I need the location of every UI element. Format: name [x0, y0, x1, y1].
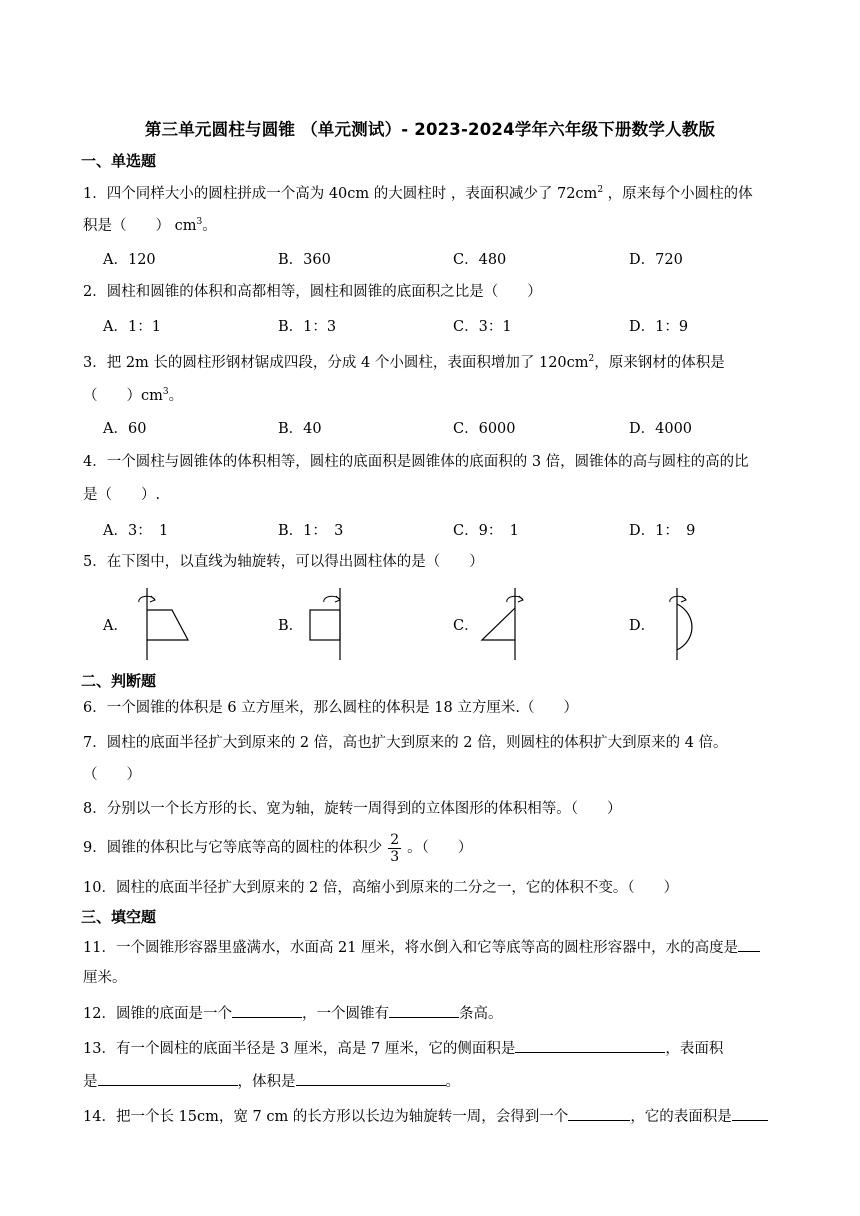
answer-blank[interactable] [389, 1002, 459, 1018]
question-13-text: 13．有一个圆柱的底面半径是 3 厘米，高是 7 厘米，它的侧面积是 [83, 1041, 516, 1057]
question-13-text: ，体积是 [237, 1074, 296, 1090]
fraction-numerator: 2 [390, 831, 400, 848]
option-d[interactable]: D． [629, 618, 656, 634]
question-1-line-2 [83, 212, 813, 236]
option-b[interactable]: B．360 [278, 252, 331, 268]
answer-blank[interactable] [568, 1105, 630, 1121]
section-heading-fill-in: 三、填空题 [81, 908, 157, 926]
question-9-text: 9．圆锥的体积比与它等底等高的圆柱的体积少 [83, 840, 383, 856]
option-a[interactable]: A．1：1 [103, 319, 161, 335]
answer-blank[interactable] [738, 936, 760, 952]
figure-d-semicircle [660, 584, 720, 664]
question-12 [83, 1002, 813, 1024]
question-5: 5．在下图中，以直线为轴旋转，可以得出圆柱体的是（ ） [83, 554, 484, 570]
option-d[interactable]: D．720 [629, 252, 683, 268]
question-3-text-tail: 。 [168, 387, 184, 404]
question-3-line-2 [83, 382, 813, 406]
question-1-line-1 [83, 180, 813, 204]
option-a[interactable]: A．120 [103, 252, 156, 268]
option-c[interactable]: C．9： 1 [453, 523, 519, 539]
question-11-text: 11．一个圆锥形容器里盛满水，水面高 21 厘米，将水倒入和它等底等高的圆柱形容器中，水的高度是 [83, 940, 739, 956]
answer-blank[interactable] [732, 1105, 768, 1121]
question-11-line-1 [83, 936, 813, 958]
question-7-line-2: （ ） [83, 767, 141, 783]
option-b[interactable]: B．1：3 [278, 319, 337, 335]
question-9 [83, 828, 813, 868]
question-13-text: 是 [83, 1074, 98, 1090]
question-12-text: 条高。 [458, 1006, 503, 1022]
fraction-denominator: 3 [390, 848, 400, 865]
question-10: 10．圆柱的底面半径扩大到原来的 2 倍，高缩小到原来的二分之一，它的体积不变。（ ） [83, 880, 679, 896]
option-d[interactable]: D．1： 9 [629, 523, 696, 539]
question-3-text: 3．把 2m 长的圆柱形钢材锯成四段，分成 4 个小圆柱，表面积增加了 120cm [83, 354, 589, 371]
option-d[interactable]: D．4000 [629, 421, 693, 437]
question-13-line-1 [83, 1037, 813, 1059]
question-12-text: 12．圆锥的底面是一个 [83, 1006, 232, 1022]
option-b[interactable]: B．1： 3 [278, 523, 344, 539]
option-c[interactable]: C．3：1 [453, 319, 512, 335]
question-1-text-tail: 。 [202, 217, 217, 234]
option-c[interactable]: C．6000 [453, 421, 516, 437]
question-12-text: ，一个圆锥有 [301, 1006, 389, 1022]
superscript: 3 [162, 387, 169, 397]
figure-a-trapezoid [130, 584, 200, 664]
page-title: 第三单元圆柱与圆锥 （单元测试）- 2023-2024学年六年级下册数学人教版 [144, 120, 716, 139]
superscript: 2 [588, 354, 595, 364]
answer-blank[interactable] [515, 1037, 665, 1053]
question-9-tail: 。（ ） [407, 840, 473, 856]
option-c[interactable]: C． [453, 618, 479, 634]
question-13-line-2 [83, 1070, 813, 1092]
figure-c-triangle [470, 584, 530, 664]
option-a[interactable]: A．60 [103, 421, 147, 437]
question-1-text: 积是（ ） cm [83, 217, 197, 234]
question-4-line-1: 4．一个圆柱与圆锥体的体积相等，圆柱的底面积是圆锥体的底面积的 3 倍，圆锥体的高与圆柱的高的比 [83, 454, 749, 470]
question-8: 8．分别以一个长方形的长、宽为轴，旋转一周得到的立体图形的体积相等。（ ） [83, 801, 622, 817]
question-14-text: ，它的表面积是 [630, 1109, 732, 1125]
option-a[interactable]: A． [103, 618, 128, 634]
option-a[interactable]: A．3： 1 [103, 523, 169, 539]
option-b[interactable]: B．40 [278, 421, 322, 437]
question-11-line-2: 厘米。 [83, 970, 127, 986]
question-13-text: ，表面积 [665, 1041, 724, 1057]
question-3-text: （ ）cm [83, 387, 163, 404]
answer-blank[interactable] [296, 1070, 446, 1086]
question-14 [83, 1105, 813, 1127]
question-4-line-2: 是（ ）. [83, 487, 161, 503]
section-heading-single-choice: 一、单选题 [81, 152, 157, 170]
figure-b-square [296, 584, 356, 664]
answer-blank[interactable] [98, 1070, 238, 1086]
fraction [388, 832, 401, 865]
question-7-line-1: 7．圆柱的底面半径扩大到原来的 2 倍，高也扩大到原来的 2 倍，则圆柱的体积扩大到原来的 4 倍。 [83, 735, 728, 751]
superscript: 2 [597, 185, 604, 195]
option-d[interactable]: D．1：9 [629, 319, 689, 335]
question-2: 2．圆柱和圆锥的体积和高都相等，圆柱和圆锥的底面积之比是（ ） [83, 284, 542, 300]
question-3-text-tail: ，原来钢材的体积是 [594, 354, 725, 371]
option-c[interactable]: C．480 [453, 252, 507, 268]
superscript: 3 [196, 217, 203, 227]
question-1-text-tail: ，原来每个小圆柱的体 [603, 185, 753, 202]
option-b[interactable]: B． [278, 618, 304, 634]
question-13-text: 。 [445, 1074, 460, 1090]
question-14-text: 14．把一个长 15cm，宽 7 cm 的长方形以长边为轴旋转一周，会得到一个 [83, 1109, 569, 1125]
answer-blank[interactable] [232, 1002, 302, 1018]
question-1-text: 1．四个同样大小的圆柱拼成一个高为 40cm 的大圆柱时 ，表面积减少了 72cm [83, 185, 598, 202]
question-6: 6．一个圆锥的体积是 6 立方厘米，那么圆柱的体积是 18 立方厘米.（ ） [83, 700, 578, 716]
section-heading-judgement: 二、判断题 [81, 672, 157, 690]
question-3-line-1 [83, 349, 813, 373]
